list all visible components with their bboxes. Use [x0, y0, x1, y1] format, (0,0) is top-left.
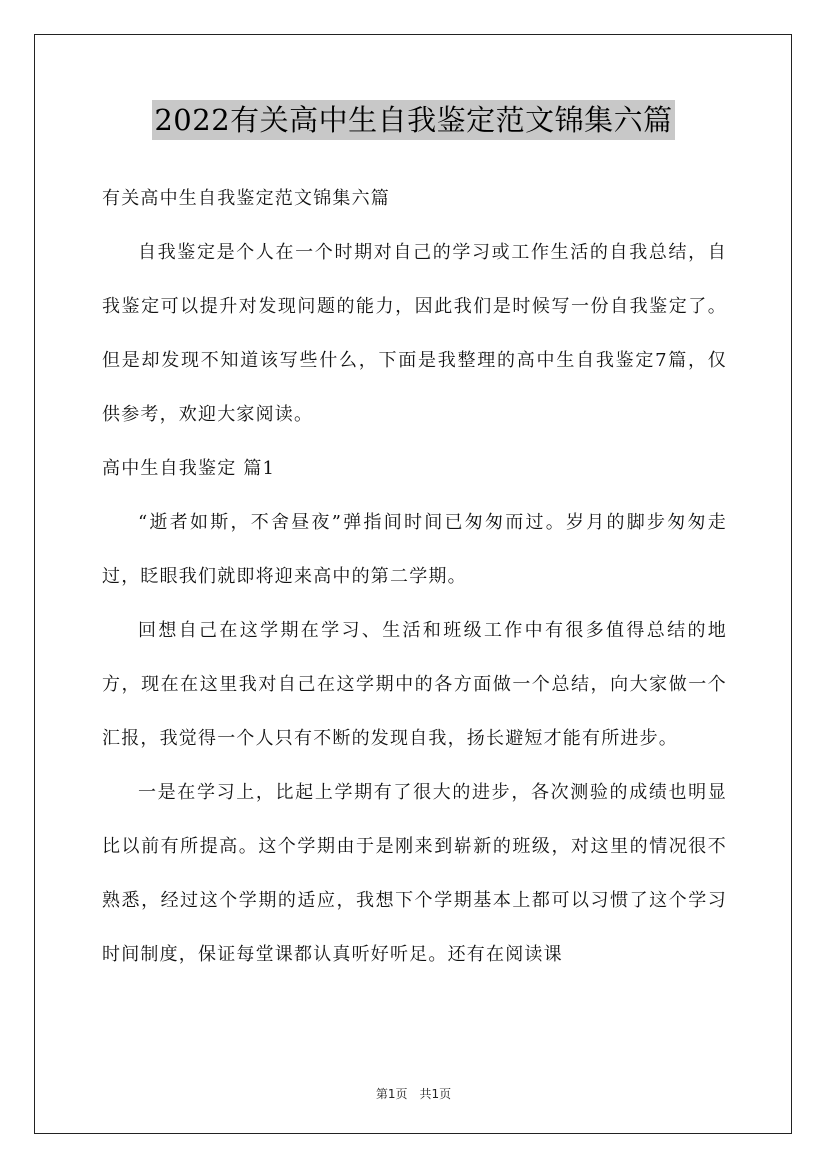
body-paragraph: 回想自己在这学期在学习、生活和班级工作中有很多值得总结的地方，现在在这里我对自己在这学期中的各方面做一个总结，向大家做一个汇报，我觉得一个人只有不断的发现自我，扬长避短才能有所进步。: [102, 620, 727, 749]
section-heading: 高中生自我鉴定 篇1: [102, 458, 276, 479]
subtitle-line: 有关高中生自我鉴定范文锦集六篇: [102, 188, 390, 209]
intro-paragraph: 自我鉴定是个人在一个时期对自己的学习或工作生活的自我总结，自我鉴定可以提升对发现问题的能力，因此我们是时候写一份自我鉴定了。但是却发现不知道该写些什么，下面是我整理的高中生自我鉴定7篇，仅供参考，欢迎大家阅读。: [102, 242, 727, 425]
page-footer: [0, 1085, 827, 1102]
page-number: 第1页: [375, 1087, 408, 1101]
document-title: 2022有关高中生自我鉴定范文锦集六篇: [152, 100, 674, 140]
title-container: [0, 100, 827, 140]
document-body: [102, 172, 727, 982]
body-paragraph: 一是在学习上，比起上学期有了很大的进步，各次测验的成绩也明显比以前有所提高。这个学期由于是刚来到崭新的班级，对这里的情况很不熟悉，经过这个学期的适应，我想下个学期基本上都可以习惯了这个学习时间制度，保证每堂课都认真听好听足。还有在阅读课: [102, 782, 727, 965]
body-paragraph: “逝者如斯，不舍昼夜”弹指间时间已匆匆而过。岁月的脚步匆匆走过，眨眼我们就即将迎来高中的第二学期。: [102, 512, 727, 587]
page-total: 共1页: [419, 1087, 452, 1101]
